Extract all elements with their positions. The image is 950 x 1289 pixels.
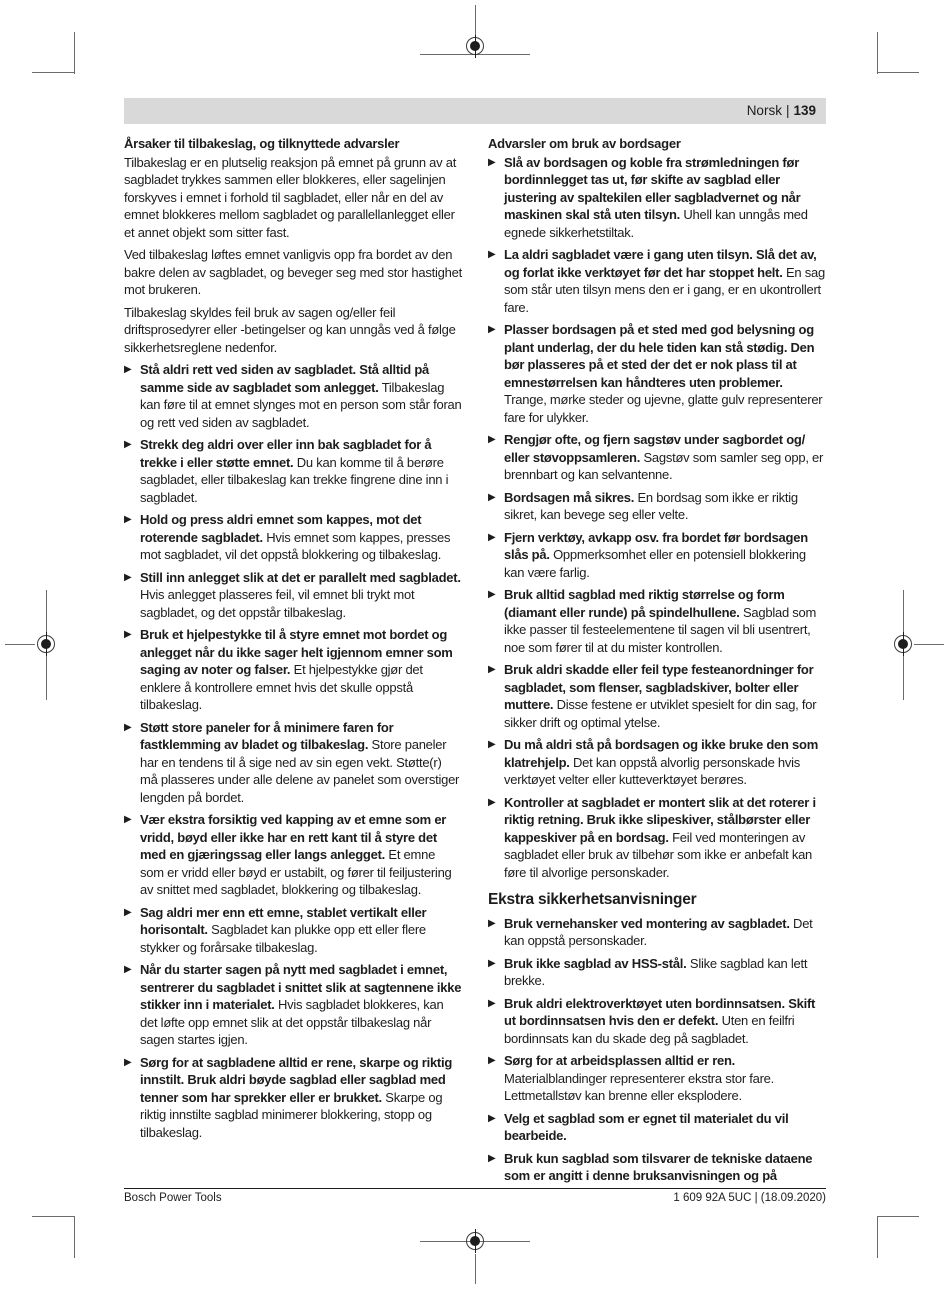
list-item-warning: Bruk alltid sagblad med riktig størrelse og form (diamant eller runde) på spindelhullene. bbox=[504, 587, 785, 620]
list-item-warning: Rengjør ofte, og fjern sagstøv under sagbordet og/ eller støvoppsamleren. bbox=[504, 432, 805, 465]
footer-brand: Bosch Power Tools bbox=[124, 1192, 222, 1204]
registration-mark-right bbox=[894, 635, 912, 653]
page-number: 139 bbox=[793, 103, 816, 118]
bullet-arrow-icon: ▶ bbox=[124, 964, 132, 975]
list-item bbox=[124, 811, 462, 899]
list-item-explanation: Hvis sagbladet blokkeres, kan det løfte opp emnet slik at det oppstår tilbakeslag når sagen startes igjen. bbox=[140, 997, 444, 1047]
crop-mark bbox=[877, 72, 919, 73]
list-item-explanation: Skarpe og riktig innstilte sagblad minimerer blokkering, stopp og tilbakeslag. bbox=[140, 1089, 443, 1140]
list-item bbox=[124, 511, 462, 564]
list-item bbox=[488, 955, 826, 990]
list-item-warning: Vær ekstra forsiktig ved kapping av et emne som er vridd, bøyd eller ikke har en rett kant til å styre det med en gjæringssag eller langs anlegget. bbox=[140, 812, 447, 862]
list-item bbox=[124, 961, 462, 1049]
list-item-warning: Plasser bordsagen på et sted med god belysning og plant underlag, der du hele tiden kan stå stødig. Den bør plasseres på et sted der det er nok plass til at emnestørrelsen kan håndteres uten problemer. bbox=[504, 322, 815, 390]
registration-mark-top bbox=[466, 37, 484, 55]
table-saw-warning-list bbox=[488, 154, 826, 882]
list-item-explanation: En sag som står uten tilsyn mens den er i gang, er en ukontrollert fare. bbox=[504, 264, 825, 315]
registration-mark-bottom bbox=[466, 1232, 484, 1250]
list-item-warning: Kontroller at sagbladet er montert slik at det roterer i riktig retning. Bruk ikke slipeskiver, stålbørster eller kappeskiver på en bordsag. bbox=[504, 794, 816, 845]
registration-line bbox=[914, 644, 944, 645]
list-item bbox=[488, 736, 826, 789]
list-item-explanation: Hvis anlegget plasseres feil, vil emnet bli trykt mot sagbladet, og det oppstår tilbakeslag. bbox=[140, 587, 415, 620]
list-item-warning: Sørg for at sagbladene alltid er rene, skarpe og riktig innstilt. Bruk aldri bøyde sagblad eller sagblad med tenner som har sprekker eller er brukket. bbox=[140, 1054, 453, 1105]
bullet-arrow-icon: ▶ bbox=[124, 1056, 132, 1068]
registration-mark-left bbox=[37, 635, 55, 653]
bullet-arrow-icon: ▶ bbox=[488, 589, 496, 600]
paragraph: Tilbakeslag er en plutselig reaksjon på emnet på grunn av at sagbladet trykkes sammen eller blokkeres, eller sagelinjen forskyves i emnet i forhold til sagbladet, eller når en del av emnet blokkeres mellom sagbladet og parallellanlegget eller et annet objekt som sitter fast. bbox=[124, 154, 457, 240]
registration-line bbox=[475, 5, 476, 35]
list-item-explanation: Materialblandinger representerer ekstra stor fare. Lettmetallstøv kan brenne eller eksplodere. bbox=[504, 1070, 775, 1103]
bullet-arrow-icon: ▶ bbox=[488, 957, 496, 969]
list-item-warning: Bruk kun sagblad som tilsvarer de tekniske dataene som er angitt i denne bruksanvisningen og på bbox=[504, 1150, 813, 1183]
list-item-warning: Bruk aldri skadde eller feil type festeanordninger for sagbladet, som flenser, sagbladskiver, bolter eller muttere. bbox=[504, 662, 814, 712]
list-item-warning: Hold og press aldri emnet som kappes, mot det roterende sagbladet. bbox=[140, 512, 422, 545]
crop-mark bbox=[74, 32, 75, 74]
list-item bbox=[488, 529, 826, 582]
list-item bbox=[124, 904, 462, 957]
header-text bbox=[747, 103, 816, 118]
list-item-explanation: Uhell kan unngås med egnede sikkerhetstiltak. bbox=[504, 207, 808, 240]
list-item-explanation: En bordsag som ikke er riktig sikret, kan bevege seg eller velte. bbox=[504, 489, 798, 522]
list-item bbox=[488, 995, 826, 1048]
crop-mark bbox=[32, 72, 74, 73]
list-item-explanation: Slike sagblad kan lett brekke. bbox=[504, 955, 808, 988]
bullet-arrow-icon: ▶ bbox=[124, 514, 132, 525]
list-item bbox=[488, 431, 826, 484]
bullet-arrow-icon: ▶ bbox=[488, 739, 496, 750]
list-item bbox=[124, 436, 462, 506]
extra-safety-list bbox=[488, 915, 826, 1185]
bullet-arrow-icon: ▶ bbox=[124, 814, 132, 825]
list-item bbox=[124, 626, 462, 714]
bullet-arrow-icon: ▶ bbox=[488, 1112, 496, 1124]
kickback-warning-list bbox=[124, 361, 462, 1141]
list-item-warning: Strekk deg aldri over eller inn bak sagbladet for å trekke i eller støtte emnet. bbox=[140, 437, 432, 470]
header-separator: | bbox=[785, 103, 790, 118]
bullet-arrow-icon: ▶ bbox=[488, 324, 496, 335]
list-item-warning: Fjern verktøy, avkapp osv. fra bordet før bordsagen slås på. bbox=[504, 529, 808, 562]
list-item bbox=[488, 1150, 826, 1185]
bullet-arrow-icon: ▶ bbox=[124, 439, 132, 450]
list-item-explanation: Hvis emnet som kappes, presses mot sagbladet, vil det oppstå blokkering og tilbakeslag. bbox=[140, 529, 451, 562]
list-item-explanation: Uten en feilfri bordinnsats kan du skade deg på sagbladet. bbox=[504, 1013, 795, 1046]
crop-mark bbox=[877, 1216, 878, 1258]
list-item-explanation: Det kan oppstå alvorlig personskade hvis verktøyet velter eller kutteverktøyet berøres. bbox=[504, 754, 801, 787]
registration-line bbox=[5, 644, 35, 645]
list-item-warning: Sag aldri mer enn ett emne, stablet vertikalt eller horisontalt. bbox=[140, 904, 427, 937]
bullet-arrow-icon: ▶ bbox=[488, 796, 496, 808]
list-item-explanation: Du kan komme til å berøre sagbladet, eller tilbakeslag kan trekke fingrene dine inn i sagbladet. bbox=[140, 454, 449, 505]
bullet-arrow-icon: ▶ bbox=[124, 721, 132, 733]
list-item-warning: Bruk aldri elektroverktøyet uten bordinnsatsen. Skift ut bordinnsatsen hvis den er defekt. bbox=[504, 995, 816, 1028]
list-item bbox=[488, 1110, 826, 1145]
list-item-explanation: Sagstøv som samler seg opp, er brennbart og kan selvantenne. bbox=[504, 449, 824, 482]
bullet-arrow-icon: ▶ bbox=[124, 629, 132, 640]
list-item bbox=[488, 794, 826, 882]
list-item-explanation: Et hjelpestykke gjør det enklere å kontrollere emnet hvis det skulle oppstå tilbakeslag. bbox=[140, 662, 423, 712]
bullet-arrow-icon: ▶ bbox=[488, 491, 496, 503]
bullet-arrow-icon: ▶ bbox=[488, 434, 496, 445]
list-item bbox=[488, 586, 826, 656]
list-item bbox=[488, 915, 826, 950]
list-item bbox=[488, 246, 826, 316]
section-heading-extra-safety: Ekstra sikkerhetsanvisninger bbox=[488, 891, 697, 908]
list-item-warning: Sørg for at arbeidsplassen alltid er ren. bbox=[504, 1053, 736, 1068]
list-item-explanation: Feil ved monteringen av sagbladet eller bruk av tilbehør som ikke er anbefalt kan føre til alvorlige personskader. bbox=[504, 829, 813, 880]
list-item-warning: Støtt store paneler for å minimere faren for fastklemming av bladet og tilbakeslag. bbox=[140, 719, 394, 752]
list-item bbox=[488, 154, 826, 242]
bullet-arrow-icon: ▶ bbox=[488, 664, 496, 675]
right-column bbox=[488, 135, 826, 1190]
left-column bbox=[124, 135, 462, 1146]
section-heading-kickback: Årsaker til tilbakeslag, og tilknyttede advarsler bbox=[124, 136, 400, 151]
bullet-arrow-icon: ▶ bbox=[488, 249, 496, 260]
list-item-warning: Bruk et hjelpestykke til å styre emnet mot bordet og anlegget når du ikke sager helt igjennom emner som saging av noter og falser. bbox=[140, 627, 453, 677]
crop-mark bbox=[74, 1216, 75, 1258]
list-item-explanation: Trange, mørke steder og ujevne, glatte gulv representerer fare for ulykker. bbox=[504, 392, 823, 425]
paragraph: Ved tilbakeslag løftes emnet vanligvis opp fra bordet av den bakre delen av sagbladet, og beveger seg med stor hastighet mot brukeren. bbox=[124, 247, 462, 297]
list-item-warning: Still inn anlegget slik at det er parallelt med sagbladet. bbox=[140, 569, 461, 585]
header-language: Norsk bbox=[746, 103, 782, 118]
list-item-warning: Velg et sagblad som er egnet til materialet du vil bearbeide. bbox=[504, 1110, 789, 1143]
bullet-arrow-icon: ▶ bbox=[124, 906, 132, 918]
footer-doc-id: 1 609 92A 5UC | (18.09.2020) bbox=[673, 1192, 826, 1204]
list-item bbox=[124, 719, 462, 807]
bullet-arrow-icon: ▶ bbox=[488, 531, 496, 543]
list-item bbox=[124, 361, 462, 431]
list-item-explanation: Sagbladet kan plukke opp ett eller flere stykker og forårsake tilbakeslag. bbox=[140, 922, 426, 955]
crop-mark bbox=[877, 32, 878, 74]
registration-line bbox=[475, 1254, 476, 1284]
list-item-warning: Stå aldri rett ved siden av sagbladet. Stå alltid på samme side av sagbladet som anlegget. bbox=[140, 362, 429, 395]
page-header bbox=[124, 98, 826, 124]
crop-mark bbox=[877, 1216, 919, 1217]
bullet-arrow-icon: ▶ bbox=[124, 571, 132, 583]
list-item bbox=[488, 321, 826, 426]
list-item-explanation: Oppmerksomhet eller en potensiell blokkering kan være farlig. bbox=[504, 547, 806, 580]
list-item-explanation: Sagblad som ikke passer til festeelementene til sagen vil bli usentrert, noe som fører til at du mister kontrollen. bbox=[504, 604, 817, 655]
section-heading-table-saw: Advarsler om bruk av bordsager bbox=[488, 136, 681, 151]
list-item bbox=[488, 661, 826, 731]
list-item-explanation: Disse festene er utviklet spesielt for din sag, for sikker drift og optimal ytelse. bbox=[504, 697, 817, 730]
list-item-warning: Slå av bordsagen og koble fra strømledningen før bordinnlegget tas ut, før skifte av sagblad eller justering av spaltekilen eller sagbladvernet og når maskinen skal stå uten tilsyn. bbox=[504, 154, 801, 222]
paragraph: Tilbakeslag skyldes feil bruk av sagen og/eller feil driftsprosedyrer eller -betingelser og kan unngås ved å følge sikkerhetsreglene nedenfor. bbox=[124, 304, 456, 355]
list-item bbox=[488, 489, 826, 524]
bullet-arrow-icon: ▶ bbox=[488, 156, 496, 168]
list-item-warning: Bordsagen må sikres. bbox=[504, 489, 635, 505]
list-item-explanation: Store paneler har en tendens til å sige ned av sin egen vekt. Støtte(r) må plasseres under alle delene av panelet som overstiger lengden på bordet. bbox=[140, 737, 460, 805]
list-item-warning: Bruk vernehansker ved montering av sagbladet. bbox=[504, 915, 790, 931]
list-item-explanation: Tilbakeslag kan føre til at emnet slynges mot en person som står foran og rett ved siden av sagbladet. bbox=[140, 379, 462, 430]
list-item bbox=[124, 1054, 462, 1142]
list-item-warning: La aldri sagbladet være i gang uten tilsyn. Slå det av, og forlat ikke verktøyet før det har stoppet helt. bbox=[504, 247, 817, 280]
list-item-explanation: Det kan oppstå personskader. bbox=[504, 915, 813, 948]
bullet-arrow-icon: ▶ bbox=[488, 1055, 496, 1066]
list-item bbox=[124, 569, 462, 622]
list-item-warning: Du må aldri stå på bordsagen og ikke bruke den som klatrehjelp. bbox=[504, 737, 819, 770]
bullet-arrow-icon: ▶ bbox=[488, 917, 496, 929]
bullet-arrow-icon: ▶ bbox=[488, 1152, 496, 1164]
list-item-warning: Når du starter sagen på nytt med sagbladet i emnet, sentrerer du sagbladet i snittet slik at sagtennene ikke stikker inn i materialet. bbox=[140, 962, 462, 1012]
bullet-arrow-icon: ▶ bbox=[488, 997, 496, 1009]
list-item bbox=[488, 1052, 826, 1105]
bullet-arrow-icon: ▶ bbox=[124, 364, 132, 375]
list-item-warning: Bruk ikke sagblad av HSS-stål. bbox=[504, 955, 687, 971]
list-item-explanation: Et emne som er vridd eller bøyd er ustabilt, og fører til feiljustering av snittet med sagbladet, blokkering og tilbakeslag. bbox=[140, 847, 452, 897]
footer-rule bbox=[124, 1188, 826, 1189]
crop-mark bbox=[32, 1216, 74, 1217]
